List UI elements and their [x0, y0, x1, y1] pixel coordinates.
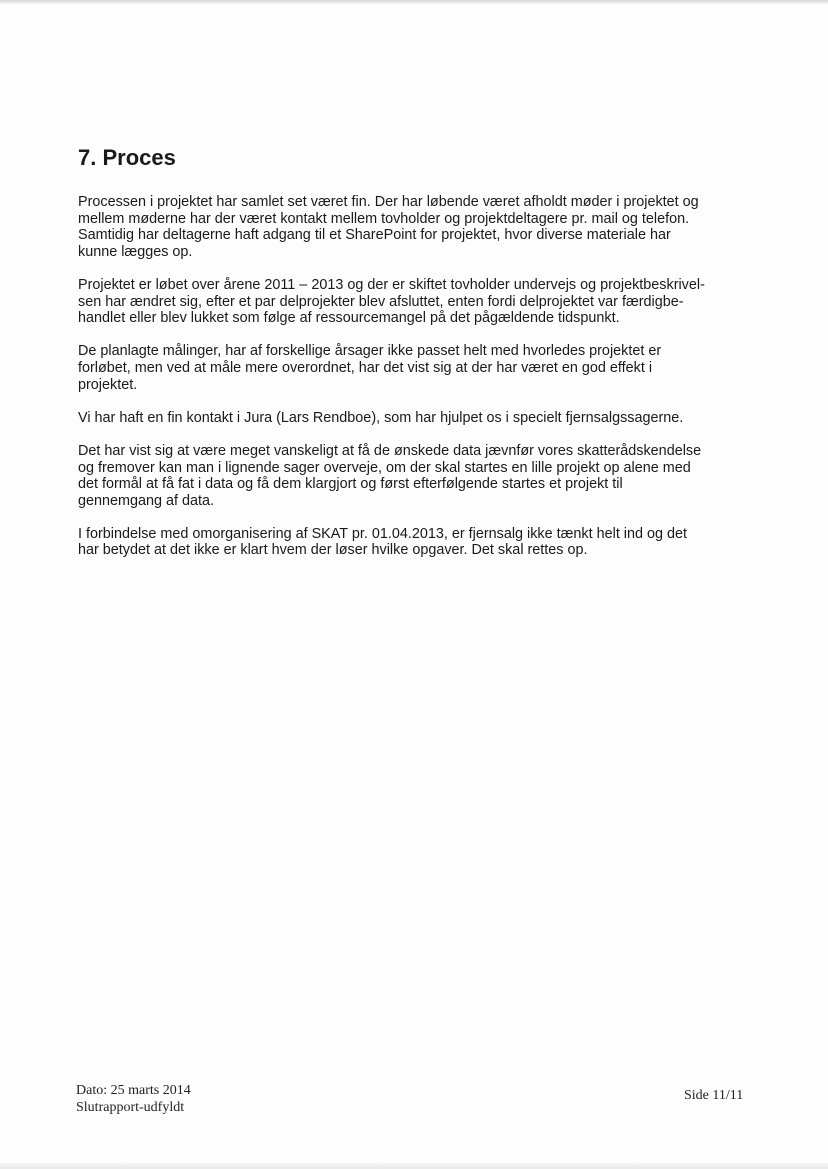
text-line: og fremover kan man i lignende sager overveje, om der skal startes en lille projekt op alene med — [78, 459, 691, 476]
text-line: projektet. — [78, 376, 138, 393]
paragraph-data-difficulty — [78, 443, 750, 509]
paragraph-reorganisation — [78, 526, 750, 559]
text-line: forløbet, men ved at måle mere overordnet, har det vist sig at der har været en god effekt i — [78, 359, 653, 376]
paragraph-process — [78, 194, 750, 260]
section-heading: 7. Proces — [78, 145, 176, 170]
text-line: mellem møderne har der været kontakt mellem tovholder og projektdeltagere pr. mail og telefon. — [78, 210, 690, 227]
section-body — [78, 194, 750, 576]
text-line: sen har ændret sig, efter et par delprojekter blev afsluttet, enten fordi delprojektet var færdigbe- — [78, 293, 684, 310]
text-line: Projektet er løbet over årene 2011 – 2013 og der er skiftet tovholder undervejs og projektbeskrivel- — [78, 276, 705, 293]
text-line: Det har vist sig at være meget vanskeligt at få de ønskede data jævnfør vores skatterådskendelse — [78, 442, 702, 459]
footer-document-name: Slutrapport-udfyldt — [76, 1100, 185, 1115]
footer-left — [76, 1082, 191, 1116]
text-line: kunne lægges op. — [78, 243, 193, 260]
text-line: har betydet at det ikke er klart hvem der løser hvilke opgaver. Det skal rettes op. — [78, 542, 588, 559]
text-line: Vi har haft en fin kontakt i Jura (Lars Rendboe), som har hjulpet os i specielt fjernsalgssagerne. — [78, 409, 684, 426]
text-line: De planlagte målinger, har af forskellige årsager ikke passet helt med hvorledes projektet er — [78, 343, 662, 360]
text-line: Processen i projektet har samlet set været fin. Der har løbende været afholdt møder i projektet og — [78, 194, 699, 210]
text-line: Samtidig har deltagerne haft adgang til et SharePoint for projektet, hvor diverse materiale har — [78, 227, 671, 244]
text-line: gennemgang af data. — [78, 492, 215, 509]
footer-page-number: Side 11/11 — [684, 1088, 744, 1103]
scan-edge-top — [0, 0, 828, 4]
text-line: I forbindelse med omorganisering af SKAT pr. 01.04.2013, er fjernsalg ikke tænkt helt ind og det — [78, 525, 688, 542]
scan-edge-bottom — [0, 1163, 828, 1169]
text-line: det formål at få fat i data og få dem klargjort og først efterfølgende startes et projekt til — [78, 476, 623, 493]
text-line: handlet eller blev lukket som følge af ressourcemangel på det pågældende tidspunkt. — [78, 310, 620, 327]
paragraph-timeline — [78, 277, 750, 327]
paragraph-legal-contact — [78, 410, 750, 427]
footer-date: Dato: 25 marts 2014 — [76, 1083, 191, 1098]
paragraph-measurements — [78, 343, 750, 393]
